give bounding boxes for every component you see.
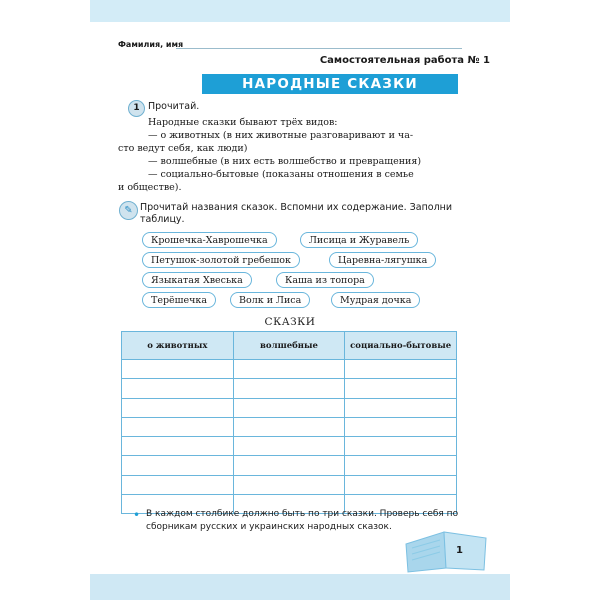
table-row [122,475,457,494]
bullet-icon: • [133,508,141,522]
tale-pill[interactable]: Волк и Лиса [230,292,310,308]
column-header: волшебные [233,332,345,360]
tale-pill[interactable]: Крошечка-Хаврошечка [142,232,277,248]
table-cell[interactable] [122,398,234,417]
text-line: — социально-бытовые (показаны отношения в семье [148,169,414,180]
bottom-color-strip [90,574,510,600]
table-cell[interactable] [122,360,234,379]
table-cell[interactable] [233,417,345,436]
top-color-strip [90,0,510,22]
page-number: 1 [456,545,463,556]
text-line: и обществе). [118,182,182,193]
tale-pill[interactable]: Петушок-золотой гребешок [142,252,300,268]
table-cell[interactable] [345,379,457,398]
page-title: НАРОДНЫЕ СКАЗКИ [202,74,458,94]
table-cell[interactable] [233,360,345,379]
task-number-badge: 1 [128,100,145,117]
table-title: СКАЗКИ [264,316,316,328]
table-row [122,398,457,417]
text-line: Народные сказки бывают трёх видов: [148,117,338,128]
table-cell[interactable] [345,475,457,494]
table-cell[interactable] [233,437,345,456]
table-cell[interactable] [345,437,457,456]
work-title: Самостоятельная работа № 1 [319,55,490,66]
table-row [122,360,457,379]
text-line: — волшебные (в них есть волшебство и превращения) [148,156,422,167]
table-cell[interactable] [233,475,345,494]
right-margin [510,0,600,600]
table-cell[interactable] [345,360,457,379]
name-fill-line[interactable] [176,48,462,49]
text-line: — о животных (в них животные разговаривают и ча- [148,130,414,141]
tale-pill[interactable]: Лисица и Журавель [300,232,418,248]
table-row [122,379,457,398]
task-heading: Прочитай. [148,101,200,112]
left-margin [0,0,90,600]
table-cell[interactable] [122,475,234,494]
pencil-icon: ✎ [119,201,138,220]
table-row [122,456,457,475]
task2-instruction: Прочитай названия сказок. Вспомни их содержание. Заполни таблицу. [140,202,453,225]
table-row [122,417,457,436]
column-header: социально-бытовые [345,332,457,360]
table-row [122,437,457,456]
footer-note: В каждом столбике должно быть по три сказки. Проверь себя по сборникам русских и украинских народных сказок. [146,509,459,532]
table-cell[interactable] [122,417,234,436]
tale-pill[interactable]: Мудрая дочка [331,292,420,308]
table-cell[interactable] [122,379,234,398]
table-cell[interactable] [122,437,234,456]
table-cell[interactable] [233,379,345,398]
tale-pill[interactable]: Каша из топора [276,272,374,288]
task-text [118,116,466,194]
tale-pill[interactable]: Языкатая Хвеська [142,272,252,288]
table-cell[interactable] [233,398,345,417]
tales-table [121,331,457,514]
workbook-page [90,0,510,600]
column-header: о животных [122,332,234,360]
book-icon [402,524,490,574]
table-cell[interactable] [345,398,457,417]
table-cell[interactable] [345,417,457,436]
tale-pill[interactable]: Терёшечка [142,292,216,308]
table-cell[interactable] [233,456,345,475]
text-line: сто ведут себя, как люди) [118,143,248,154]
tale-pill[interactable]: Царевна-лягушка [329,252,436,268]
name-label: Фамилия, имя [118,40,184,49]
table-cell[interactable] [345,456,457,475]
table-cell[interactable] [122,456,234,475]
